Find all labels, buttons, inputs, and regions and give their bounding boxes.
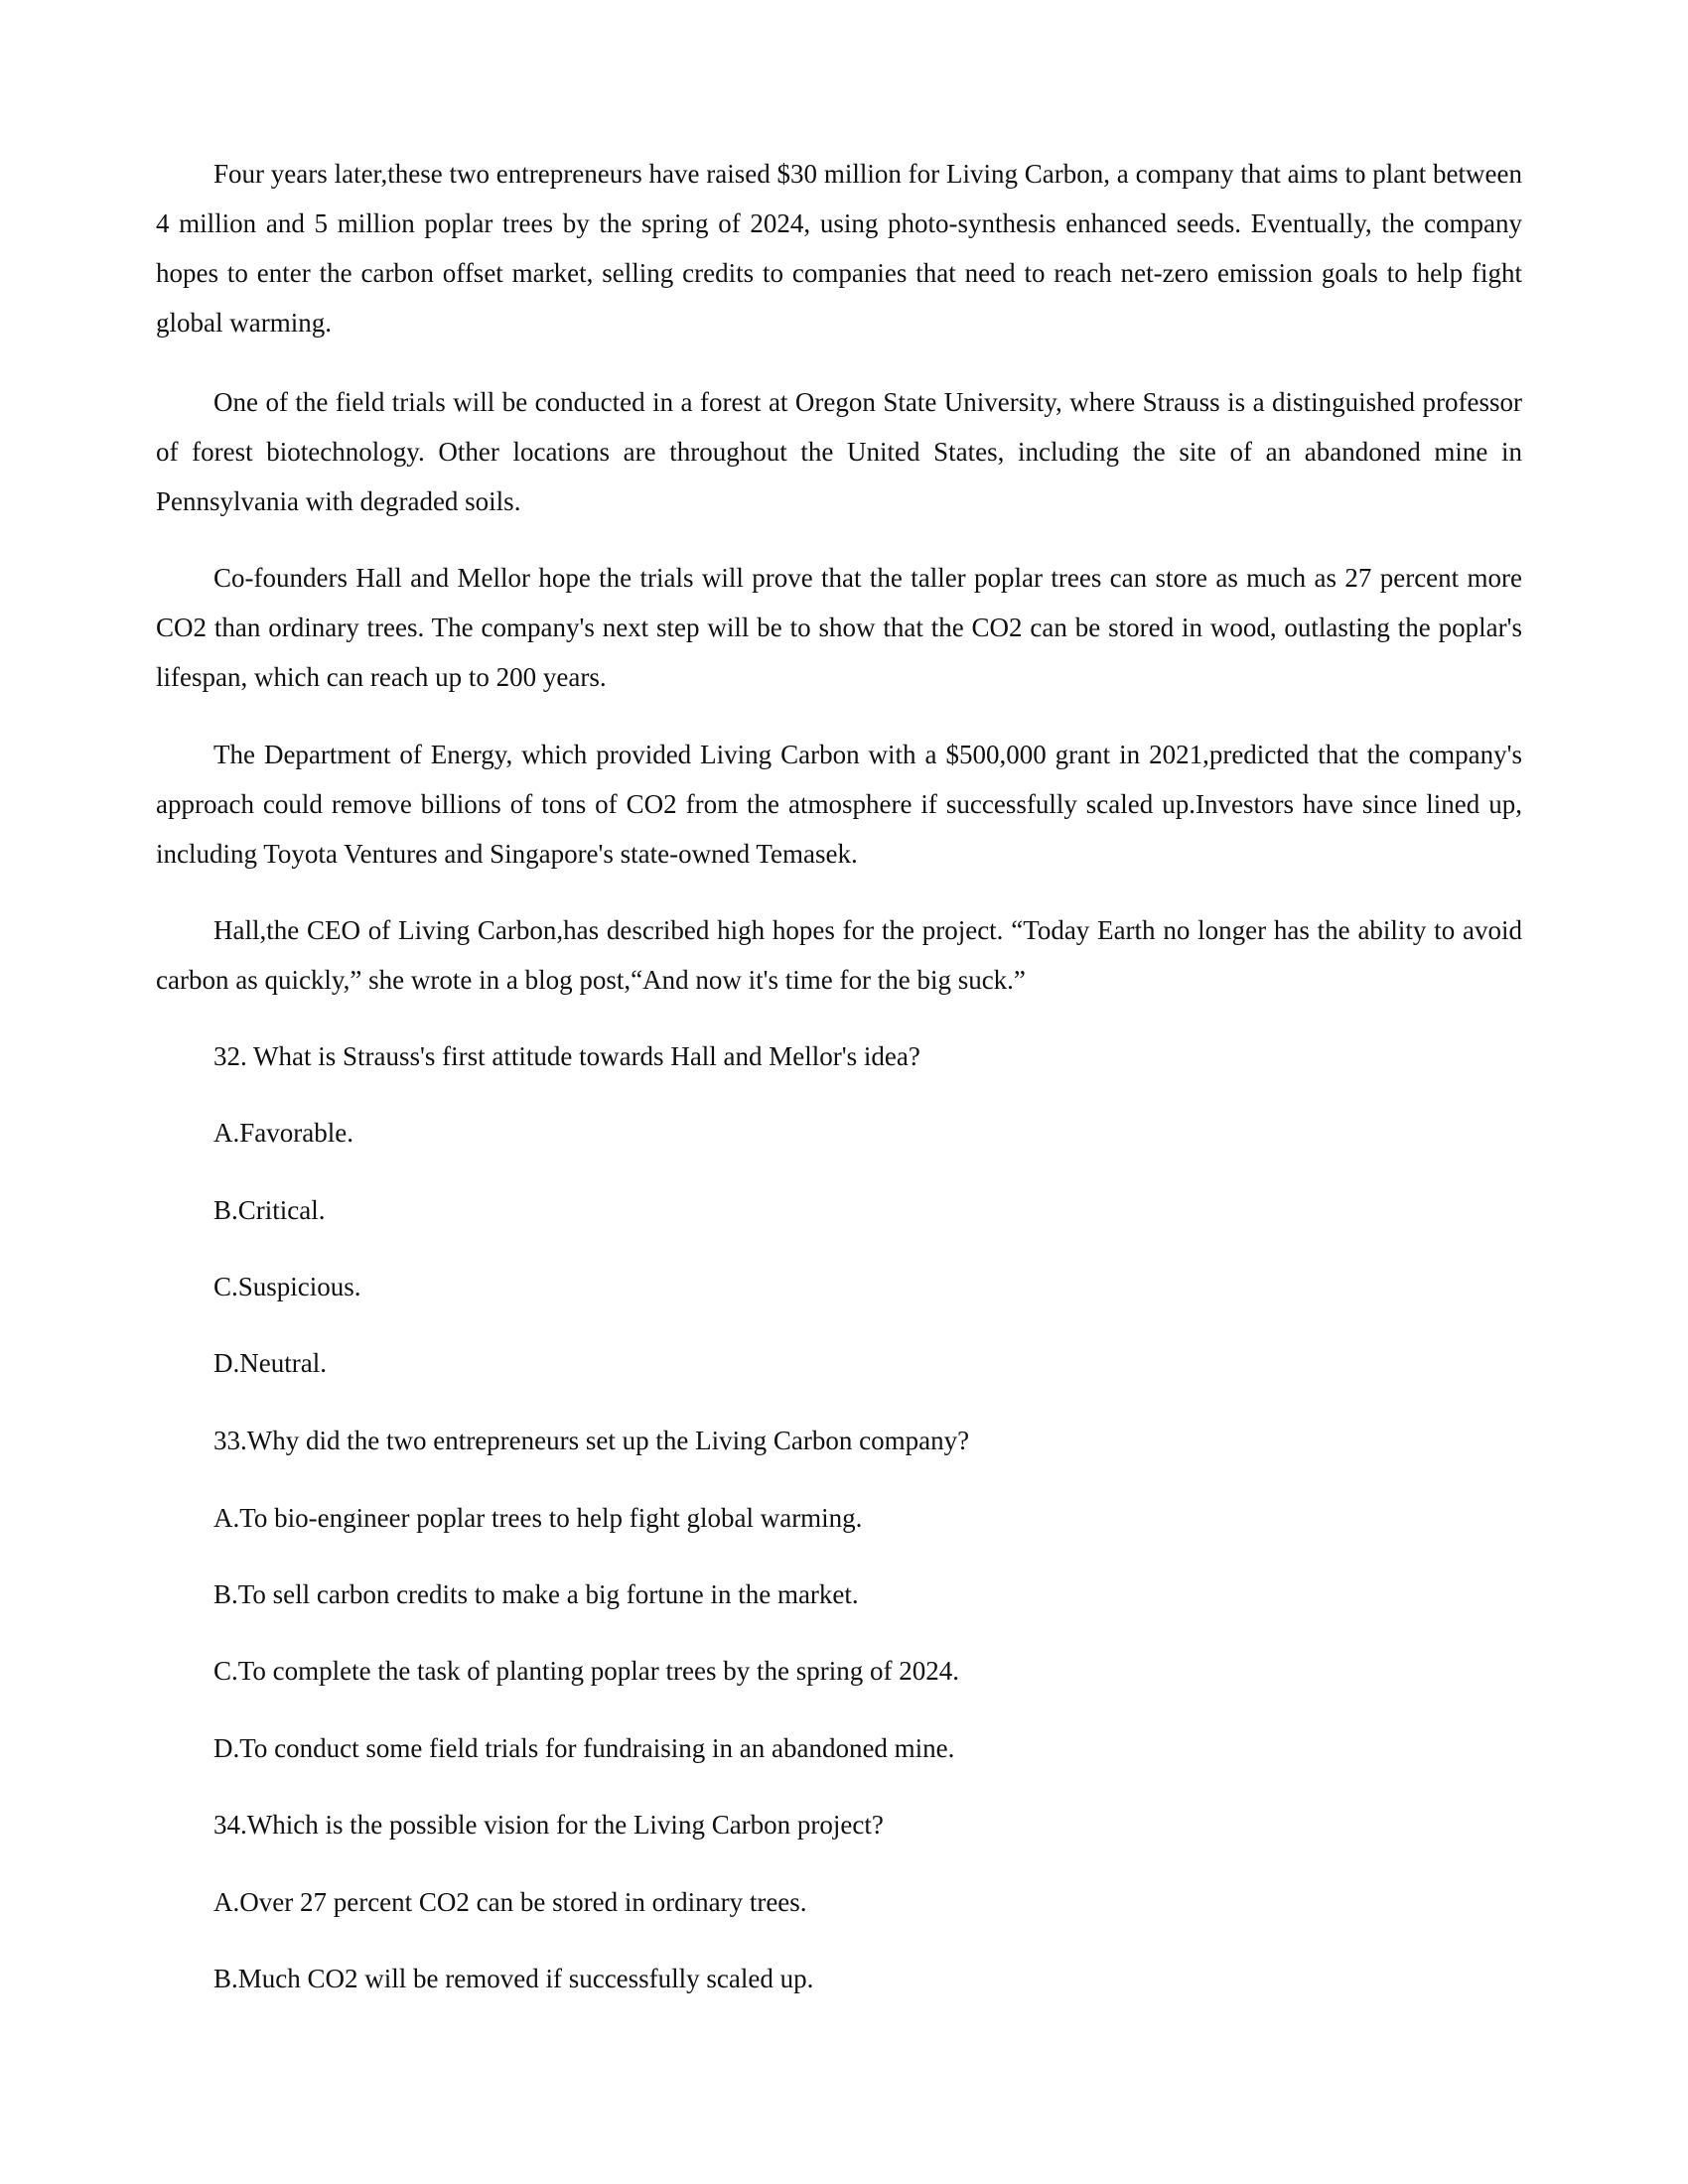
question-32-option-c: C.Suspicious. xyxy=(213,1272,361,1301)
paragraph-3: Co-founders Hall and Mellor hope the trials will prove that the taller poplar trees can store as much as 27 percent more CO2 than ordinary trees. The company's next step will be to show that the CO2 can be stored in wood, outlasting the poplar's lifespan, which can reach up to 200 years. xyxy=(156,563,1522,692)
paragraph-1: Four years later,these two entrepreneurs have raised $30 million for Living Carbon, a company that aims to plant between 4 million and 5 million poplar trees by the spring of 2024, using photo-synthesis enhanced seeds. Eventually, the company hopes to enter the carbon offset market, selling credits to companies that need to reach net-zero emission goals to help fight global warming. xyxy=(156,159,1522,338)
question-33-option-b: B.To sell carbon credits to make a big fortune in the market. xyxy=(213,1579,859,1609)
question-33-option-c: C.To complete the task of planting poplar trees by the spring of 2024. xyxy=(213,1656,959,1686)
question-32-stem: 32. What is Strauss's first attitude towards Hall and Mellor's idea? xyxy=(213,1041,920,1071)
paragraph-5: Hall,the CEO of Living Carbon,has described high hopes for the project. “Today Earth no longer has the ability to avoid carbon as quickly,” she wrote in a blog post,“And now it's time for the big suck.” xyxy=(156,915,1522,995)
question-32-option-b: B.Critical. xyxy=(213,1195,326,1225)
paragraph-4: The Department of Energy, which provided Living Carbon with a $500,000 grant in 2021,predicted that the company's approach could remove billions of tons of CO2 from the atmosphere if successfully scaled up.Investors have since lined up, including Toyota Ventures and Singapore's state-owned Temasek. xyxy=(156,740,1522,869)
question-33-option-a: A.To bio-engineer poplar trees to help fight global warming. xyxy=(213,1503,863,1533)
question-32-option-a: A.Favorable. xyxy=(213,1118,353,1148)
question-34-stem: 34.Which is the possible vision for the Living Carbon project? xyxy=(213,1810,884,1840)
question-34-option-b: B.Much CO2 will be removed if successfully scaled up. xyxy=(213,1964,814,1993)
question-34-option-a: A.Over 27 percent CO2 can be stored in ordinary trees. xyxy=(213,1887,807,1917)
question-32-option-d: D.Neutral. xyxy=(213,1348,327,1378)
question-33-stem: 33.Why did the two entrepreneurs set up the Living Carbon company? xyxy=(213,1426,970,1455)
question-33-option-d: D.To conduct some field trials for fundraising in an abandoned mine. xyxy=(213,1733,955,1763)
paragraph-2: One of the field trials will be conducted in a forest at Oregon State University, where Strauss is a distinguished professor of forest biotechnology. Other locations are throughout the United States, including the site of an abandoned mine in Pennsylvania with degraded soils. xyxy=(156,387,1522,516)
